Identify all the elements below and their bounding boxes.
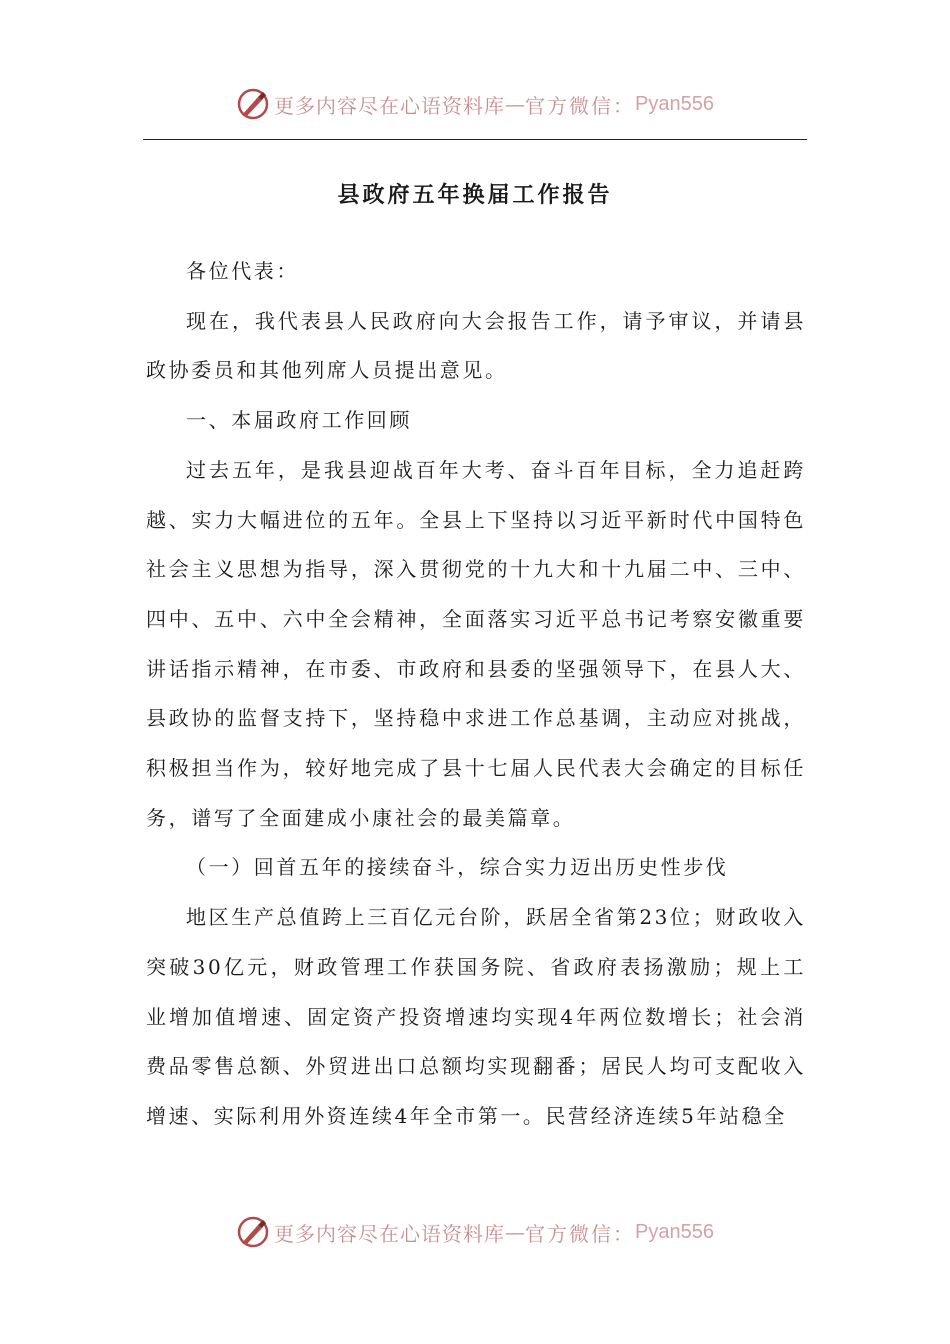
- watermark-site-text: 更多内容尽在心语资料库: [274, 93, 506, 118]
- document-title: 县政府五年换届工作报告: [337, 183, 613, 208]
- paragraph-economy: 地区生产总值跨上三百亿元台阶，跃居全省第23位；财政收入突破30亿元，财政管理工作获国务院、省政府表扬激励；规上工业增加值增速、固定资产投资增速均实现4年两位数增长；社会消费品零售总额、外贸进出口总额均实现翻番；居民人均可支配收入增速、实际利用外资连续4年全市第一。民营经济连续5年站稳全: [146, 905, 806, 1128]
- watermark-header: [0, 84, 950, 124]
- watermark-wechat-label: 官方微信：: [525, 93, 636, 118]
- section-heading-review: 一、本届政府工作回顾: [186, 408, 412, 433]
- pen-logo-icon: [236, 87, 270, 121]
- watermark-separator: —: [505, 92, 526, 116]
- watermark-wechat-id: Pyan556: [635, 1220, 714, 1243]
- watermark-wechat-id: Pyan556: [635, 92, 714, 115]
- watermark-separator: —: [505, 1220, 526, 1244]
- paragraph-salutation: 各位代表：: [186, 259, 299, 283]
- header-divider: [143, 139, 807, 140]
- document-body: [146, 247, 806, 1142]
- paragraph-intro: 现在，我代表县人民政府向大会报告工作，请予审议，并请县政协委员和其他列席人员提出意见。: [146, 308, 806, 383]
- watermark-footer: [0, 1212, 950, 1252]
- watermark-site-text: 更多内容尽在心语资料库: [274, 1221, 506, 1246]
- watermark-wechat-label: 官方微信：: [525, 1221, 636, 1246]
- subsection-heading-1: （一）回首五年的接续奋斗，综合实力迈出历史性步伐: [186, 855, 729, 880]
- pen-logo-icon: [236, 1215, 270, 1249]
- paragraph-overview: 过去五年，是我县迎战百年大考、奋斗百年目标，全力追赶跨越、实力大幅进位的五年。全县上下坚持以习近平新时代中国特色社会主义思想为指导，深入贯彻党的十九大和十九届二中、三中、四中、五中、六中全会精神，全面落实习近平总书记考察安徽重要讲话指示精神，在市委、市政府和县委的坚强领导下，在县人大、县政协的监督支持下，坚持稳中求进工作总基调，主动应对挑战，积极担当作为，较好地完成了县十七届人民代表大会确定的目标任务，谱写了全面建成小康社会的最美篇章。: [146, 457, 806, 830]
